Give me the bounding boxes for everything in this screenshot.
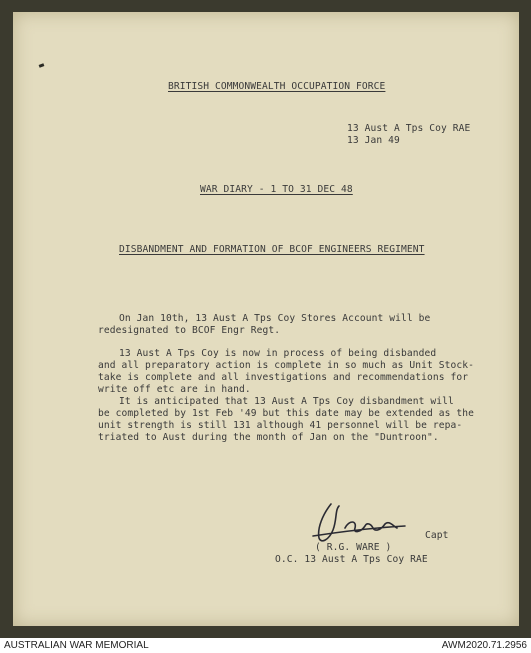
document-page xyxy=(13,12,519,626)
paragraph-2-line-1: 13 Aust A Tps Coy is now in process of being disbanded xyxy=(119,348,437,359)
paragraph-2-line-2: and all preparatory action is complete in so much as Unit Stock- xyxy=(98,360,475,371)
paragraph-2-line-4: write off etc are in hand. xyxy=(98,384,251,395)
signer-name: ( R.G. WARE ) xyxy=(315,542,392,553)
paragraph-2-line-3: take is complete and all investigations and recommendations for xyxy=(98,372,469,383)
paragraph-1-line-2: redesignated to BCOF Engr Regt. xyxy=(98,325,281,336)
handwritten-signature xyxy=(309,498,419,548)
paragraph-3-line-3: unit strength is still 131 although 41 personnel will be repa- xyxy=(98,420,463,431)
document-subject: DISBANDMENT AND FORMATION OF BCOF ENGINEERS REGIMENT xyxy=(119,244,425,255)
document-header: BRITISH COMMONWEALTH OCCUPATION FORCE xyxy=(168,81,386,92)
institution-label: AUSTRALIAN WAR MEMORIAL xyxy=(4,640,149,651)
document-date: 13 Jan 49 xyxy=(347,135,400,146)
reference-number: AWM2020.71.2956 xyxy=(441,640,527,651)
document-title: WAR DIARY - 1 TO 31 DEC 48 xyxy=(200,184,353,195)
signer-rank: Capt xyxy=(425,530,449,541)
archive-footer xyxy=(0,638,531,653)
unit-designation: 13 Aust A Tps Coy RAE xyxy=(347,123,471,134)
staple-mark xyxy=(39,63,45,68)
paragraph-3-line-1: It is anticipated that 13 Aust A Tps Coy disbandment will xyxy=(119,396,454,407)
paragraph-3-line-2: be completed by 1st Feb '49 but this date may be extended as the xyxy=(98,408,475,419)
paragraph-3-line-4: triated to Aust during the month of Jan on the "Duntroon". xyxy=(98,432,439,443)
signer-role: O.C. 13 Aust A Tps Coy RAE xyxy=(275,554,428,565)
paragraph-1-line-1: On Jan 10th, 13 Aust A Tps Coy Stores Account will be xyxy=(119,313,431,324)
